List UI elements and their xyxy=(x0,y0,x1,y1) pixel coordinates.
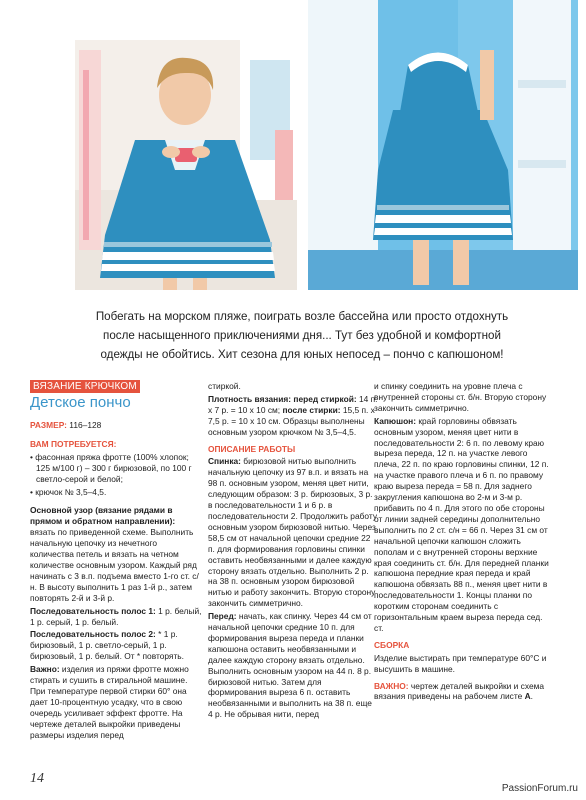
stripe-sequence-1 xyxy=(30,606,202,628)
section-tag: ВЯЗАНИЕ КРЮЧКОМ xyxy=(30,380,140,393)
column-2 xyxy=(208,381,378,722)
back-paragraph xyxy=(208,456,378,609)
materials-item-hook: • крючок № 3,5–4,5. xyxy=(30,486,107,497)
materials-item-yarn: • фасонная пряжа фротте (100% хлопок; 125 м/100 г) – 300 г бирюзовой, по 100 г светло-серой и белой; xyxy=(30,451,192,484)
photo-child-poncho-back xyxy=(308,0,578,290)
assembly-heading: СБОРКА xyxy=(374,639,410,650)
watermark: PassionForum.ru xyxy=(501,783,578,794)
size-value: 116–128 xyxy=(66,420,102,430)
final-note-text: чертеж деталей выкройки и схема вязания приведены на рабочем листе xyxy=(374,680,545,702)
density-text: 14 п. х 7 р. = 10 х 10 см; xyxy=(208,393,378,415)
back-label: Спинка: xyxy=(208,456,241,467)
page-number: 14 xyxy=(30,771,44,786)
main-pattern-paragraph xyxy=(30,505,202,603)
continued-text: стиркой. xyxy=(208,381,241,391)
final-note-label: ВАЖНО: xyxy=(374,680,409,691)
front-label: Перед: xyxy=(208,611,237,622)
stripe-sequence-1-text: 1 р. белый, 1 р. серый, 1 р. белый. xyxy=(30,605,202,627)
size-label: РАЗМЕР: xyxy=(30,420,67,430)
size-line xyxy=(30,420,202,431)
density-label: Плотность вязания: перед стиркой: xyxy=(208,393,357,404)
assembly-text: Изделие выстирать при температуре 60°С и высушить в машине. xyxy=(374,652,547,674)
intro-line-1: Побегать на морском пляже, поиграть возле бассейна или просто отдохнуть xyxy=(95,310,509,323)
intro-line-2: после насыщенного приключениями дня... Тут без удобной и комфортной xyxy=(103,329,501,342)
work-description-heading: ОПИСАНИЕ РАБОТЫ xyxy=(208,443,296,454)
after-wash-text: 15,5 п. х 7,5 р. = 10 х 10 см. Образцы выполнены основным узором крючком № 3,5–4,5. xyxy=(208,404,375,437)
density-paragraph xyxy=(208,394,378,438)
stripe-sequence-2-text: * 1 р. бирюзовый, 1 р. светло-серый, 1 р. бирюзовый, 1 р. белый. От * повторять. xyxy=(30,629,184,662)
worksheet-letter: А xyxy=(524,691,531,702)
photo-child-poncho-front xyxy=(75,40,297,290)
back-text: бирюзовой нитью выполнить начальную цепочку из 97 в.п. и вязать на 98 п. основным узором, меняя цвет нити, следующим образом: 3 р. бирюзовых, 3 р. в последовательности 1 и 6 р. в последовательности 2. Продолжить работу основным узором бирюзовой нитью. Через 58,5 см от начальной цепочки средние 22 п. для формирования горловины спинки оставить необвязанными и далее каждую сторону вязать отдельно. Выполнить 2 р. на 38 п. основным узором бирюзовой нитью и работу закончить. Вторую сторону закончить симметрично. xyxy=(208,456,378,609)
final-note xyxy=(374,681,554,703)
continued-text: и спинку соединить на уровне плеча с внутренней стороны ст. б/н. Вторую сторону закончить симметрично. xyxy=(374,381,547,413)
front-text: начать, как спинку. Через 44 см от начальной цепочки средние 10 п. для формирования выреза переда и планки капюшона оставить необвязанными и далее каждую сторону вязать отдельно. Выполнить основным узором на 44 п. 8 р. бирюзовой нитью. Затем для формирования выреза 6 п. оставить необвязанными и выполнить на 38 п. еще 4 р. Не обрывая нити, перед xyxy=(208,611,372,720)
column-1 xyxy=(30,380,202,742)
stripe-sequence-2-label: Последовательность полос 2: xyxy=(30,629,156,640)
hood-paragraph xyxy=(374,416,554,634)
important-note xyxy=(30,664,202,740)
stripe-sequence-2 xyxy=(30,629,202,662)
stripe-sequence-1-label: Последовательность полос 1: xyxy=(30,605,156,616)
important-text: изделия из пряжи фротте можно стирать и сушить в стиральной машине. При температуре первой стирки 60° она дает 10-процентную усадку, что в свою очередь усиливает эффект фротте. На чертеже деталей выкройки приведены размеры изделия перед xyxy=(30,664,189,740)
final-note-end: . xyxy=(530,691,533,702)
column-3 xyxy=(374,381,554,704)
main-pattern-text: вязать по приведенной схеме. Выполнить начальную цепочку из нечетного количества петель и вязать на четном количестве основным узором. Каждый ряд начинать с 3 в.п. подъема вместо 1-го ст. с/н. В высоту выполнить 1 раз 1-й р., затем повторять 2-й и 3-й р. xyxy=(30,527,199,603)
front-paragraph xyxy=(208,611,378,720)
after-wash-label: после стирки: xyxy=(282,404,341,415)
article-title: Детское пончо xyxy=(30,394,131,411)
intro-text xyxy=(72,307,532,364)
main-pattern-label: Основной узор (вязание рядами в прямом и обратном направлении): xyxy=(30,505,176,527)
intro-line-3: одежды не обойтись. Хит сезона для юных непосед – пончо с капюшоном! xyxy=(100,348,504,361)
important-label: Важно: xyxy=(30,664,60,675)
hood-text: край горловины обвязать основным узором, меняя цвет нити в последовательности 2: 6 п. по левому краю выреза переда, 12 п. на участке левого плеча, 22 п. по краю горловины спинки, 12 п. на участке правого плеча и 6 п. по правому краю выреза переда = 58 п. Для заднего закругления капюшона во 2-м и 3-м р. прибавить по 4 п. Для этого по обе стороны от линии задней середины дополнительно выполнить по 2 ст. с/н = 66 п. Через 31 см от начальной цепочки капюшон сложить пополам и с внутренней стороны верхние края соединить ст. б/н. Для передней планки капюшона передние края переда и край капюшона обвязать 88 п., меняя цвет нити в последовательности 1. Концы планки по коротким сторонам соединить с горизонтальным краем выреза переда сед. ст. xyxy=(374,415,549,633)
materials-heading: ВАМ ПОТРЕБУЕТСЯ: xyxy=(30,438,117,449)
hood-label: Капюшон: xyxy=(374,415,417,426)
